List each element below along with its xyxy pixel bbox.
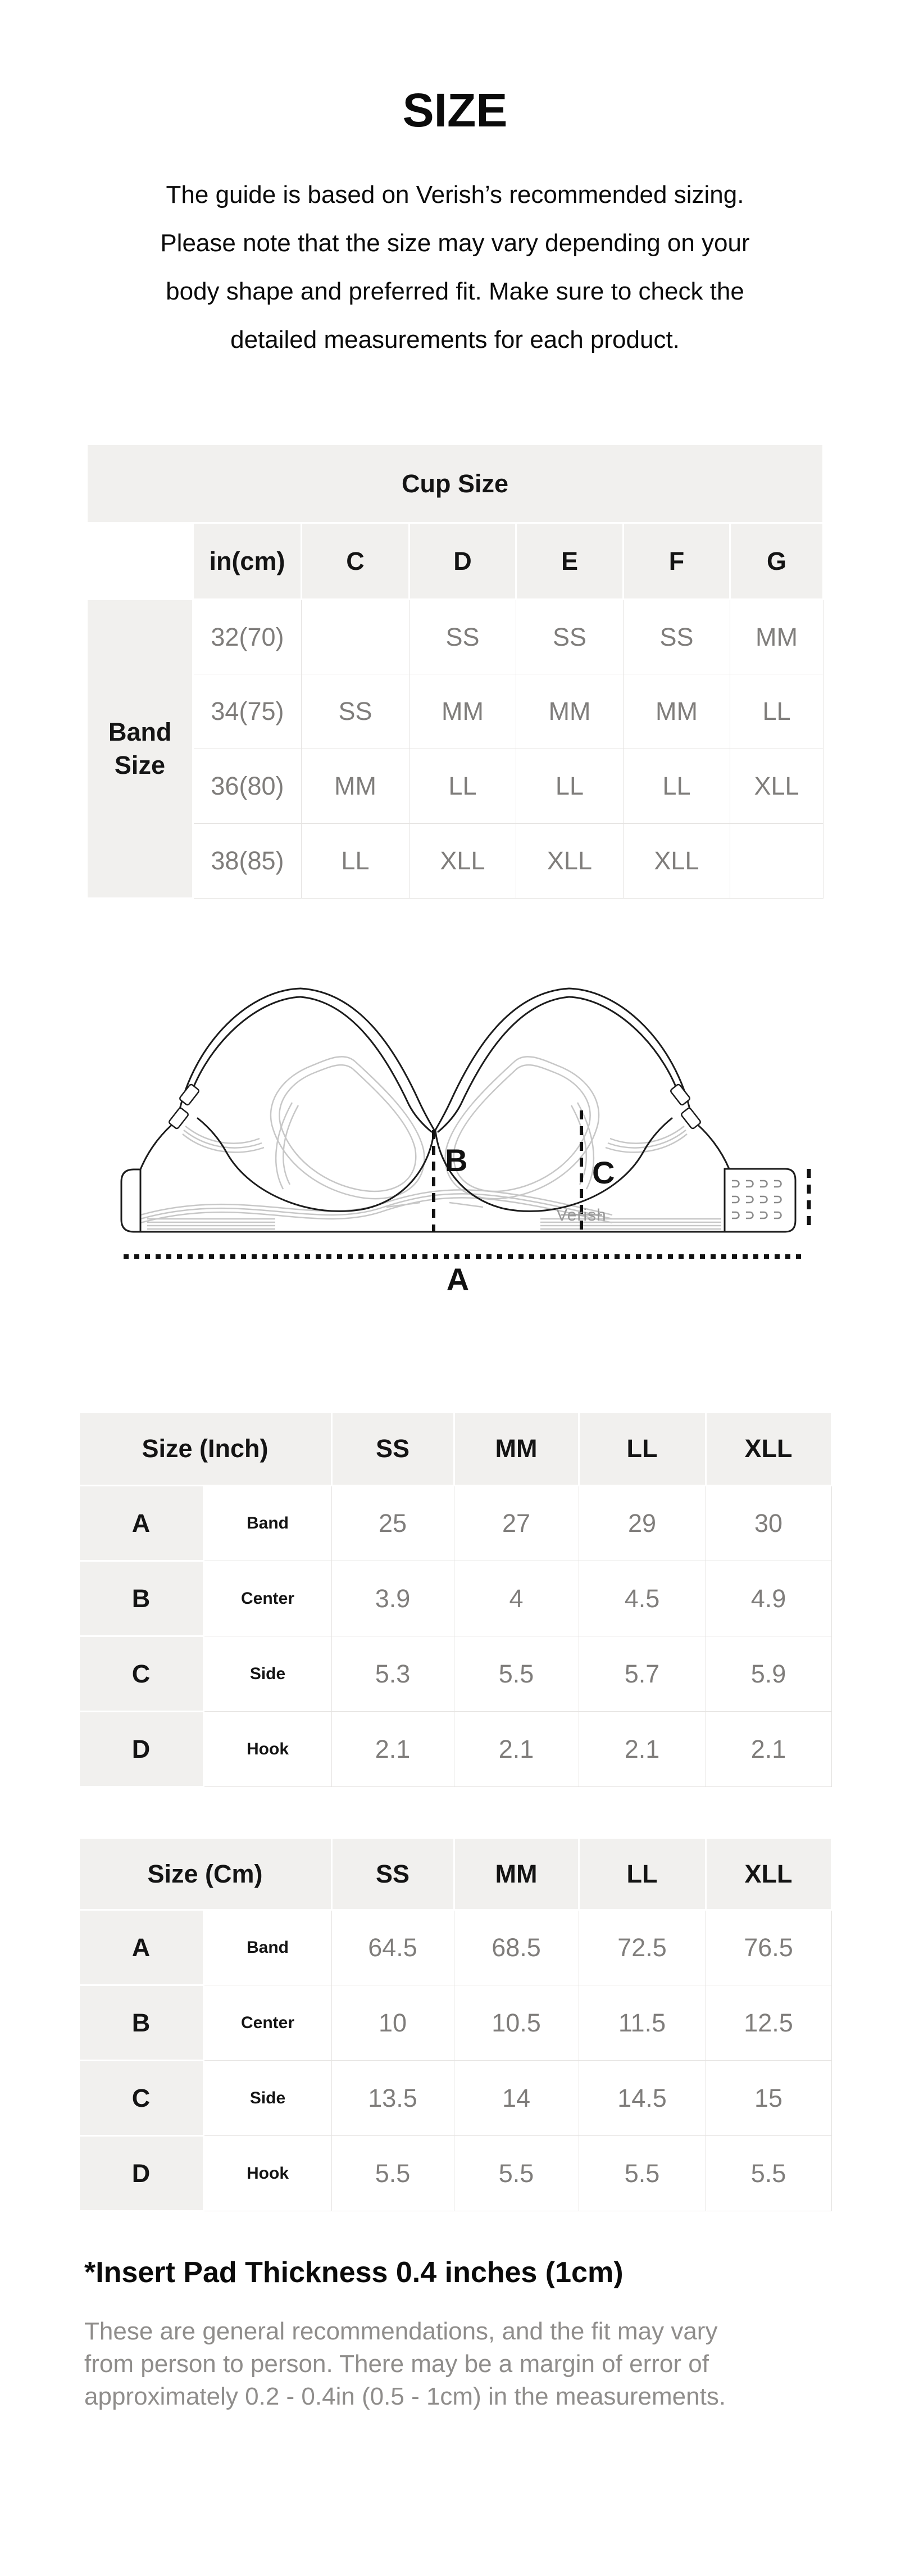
table-cell: XLL <box>409 824 516 899</box>
bra-diagram-icon <box>84 982 826 1296</box>
table-cell: 68.5 <box>454 1910 579 1985</box>
intro-paragraph <box>0 171 910 364</box>
row-label: Band <box>203 1486 331 1561</box>
seam-lines <box>140 1057 721 1230</box>
page-title: SIZE <box>402 84 508 137</box>
row-key: C <box>79 2061 203 2136</box>
disclaimer-line: from person to person. There may be a margin of error of <box>84 2350 709 2378</box>
disclaimer-paragraph <box>84 2315 837 2413</box>
strap-adjuster-icon <box>169 1084 702 1130</box>
cup-col-header: F <box>623 523 730 600</box>
table-cell: 5.7 <box>579 1636 706 1712</box>
size-col-header: MM <box>454 1412 579 1486</box>
table-cell: 30 <box>706 1486 831 1561</box>
table-cell: 27 <box>454 1486 579 1561</box>
size-cm-table <box>78 1837 832 2212</box>
cup-col-header: E <box>516 523 623 600</box>
intro-line: body shape and preferred fit. Make sure to check the <box>166 278 744 306</box>
row-label: Band <box>203 1910 331 1985</box>
table-cell: 4.5 <box>579 1561 706 1636</box>
bra-outline <box>121 988 795 1232</box>
table-cell: 2.1 <box>706 1712 831 1787</box>
table-cell: 10.5 <box>454 1985 579 2061</box>
insert-pad-footnote: *Insert Pad Thickness 0.4 inches (1cm) <box>84 2256 624 2289</box>
size-inch-table <box>78 1411 832 1788</box>
band-size-header: Band Size <box>87 600 193 899</box>
cup-col-header: G <box>730 523 823 600</box>
table-cell: MM <box>301 749 409 824</box>
cm-table-title: Size (Cm) <box>79 1838 331 1910</box>
intro-line: detailed measurements for each product. <box>230 326 680 354</box>
size-col-header: SS <box>331 1838 454 1910</box>
table-cell: 5.3 <box>331 1636 454 1712</box>
diagram-label-a: A <box>446 1262 470 1297</box>
row-label: Hook <box>203 1712 331 1787</box>
row-key: D <box>79 1712 203 1787</box>
row-key: A <box>79 1910 203 1985</box>
table-cell: XLL <box>730 749 823 824</box>
table-cell: 2.1 <box>579 1712 706 1787</box>
row-label: Side <box>203 2061 331 2136</box>
table-cell: 5.5 <box>454 2136 579 2211</box>
row-label: Center <box>203 1561 331 1636</box>
row-key: B <box>79 1985 203 2061</box>
row-label: Center <box>203 1985 331 2061</box>
diagram-label-b: B <box>445 1142 468 1178</box>
table-cell <box>730 824 823 899</box>
table-cell: LL <box>409 749 516 824</box>
bra-measurement-diagram <box>84 982 826 1299</box>
table-cell: LL <box>301 824 409 899</box>
inch-table-title: Size (Inch) <box>79 1412 331 1486</box>
table-cell: 2.1 <box>331 1712 454 1787</box>
table-cell: 13.5 <box>331 2061 454 2136</box>
table-cell: 5.5 <box>706 2136 831 2211</box>
table-cell: 15 <box>706 2061 831 2136</box>
table-cell: 5.5 <box>331 2136 454 2211</box>
size-col-header: LL <box>579 1412 706 1486</box>
table-cell: 14.5 <box>579 2061 706 2136</box>
table-cell: 5.9 <box>706 1636 831 1712</box>
table-cell: MM <box>623 674 730 749</box>
table-cell: 5.5 <box>579 2136 706 2211</box>
table-cell: 2.1 <box>454 1712 579 1787</box>
row-label: Side <box>203 1636 331 1712</box>
size-col-header: LL <box>579 1838 706 1910</box>
table-cell: SS <box>623 600 730 674</box>
table-cell: LL <box>623 749 730 824</box>
table-cell: MM <box>409 674 516 749</box>
table-cell: SS <box>516 600 623 674</box>
table-cell: SS <box>409 600 516 674</box>
table-cell: 4.9 <box>706 1561 831 1636</box>
table-cell: 10 <box>331 1985 454 2061</box>
cup-table-title: Cup Size <box>87 445 823 523</box>
row-key: C <box>79 1636 203 1712</box>
table-cell: 4 <box>454 1561 579 1636</box>
table-cell: 72.5 <box>579 1910 706 1985</box>
diagram-label-c: C <box>592 1155 615 1191</box>
disclaimer-line: These are general recommendations, and the fit may vary <box>84 2318 718 2346</box>
corner-header: in(cm) <box>193 523 301 600</box>
cup-size-table <box>86 443 824 899</box>
row-label: Hook <box>203 2136 331 2211</box>
table-cell: 25 <box>331 1486 454 1561</box>
intro-line: The guide is based on Verish’s recommended sizing. <box>166 181 744 209</box>
table-cell: 64.5 <box>331 1910 454 1985</box>
table-cell: SS <box>301 674 409 749</box>
table-cell: 3.9 <box>331 1561 454 1636</box>
table-cell: 76.5 <box>706 1910 831 1985</box>
table-cell <box>301 600 409 674</box>
size-col-header: MM <box>454 1838 579 1910</box>
intro-line: Please note that the size may vary depending on your <box>160 229 750 257</box>
row-key: A <box>79 1486 203 1561</box>
verish-logo: Verish <box>556 1206 607 1225</box>
table-cell: XLL <box>516 824 623 899</box>
disclaimer-line: approximately 0.2 - 0.4in (0.5 - 1cm) in the measurements. <box>84 2383 726 2411</box>
band-row-label: 38(85) <box>193 824 301 899</box>
table-cell: LL <box>516 749 623 824</box>
band-row-label: 34(75) <box>193 674 301 749</box>
row-key: B <box>79 1561 203 1636</box>
band-row-label: 36(80) <box>193 749 301 824</box>
size-col-header: XLL <box>706 1838 831 1910</box>
table-cell: 14 <box>454 2061 579 2136</box>
table-cell: 5.5 <box>454 1636 579 1712</box>
table-cell: XLL <box>623 824 730 899</box>
table-cell: 11.5 <box>579 1985 706 2061</box>
size-col-header: SS <box>331 1412 454 1486</box>
table-cell: 29 <box>579 1486 706 1561</box>
spacer-cell <box>87 523 193 600</box>
table-cell: LL <box>730 674 823 749</box>
table-cell: MM <box>516 674 623 749</box>
row-key: D <box>79 2136 203 2211</box>
size-col-header: XLL <box>706 1412 831 1486</box>
cup-col-header: D <box>409 523 516 600</box>
band-row-label: 32(70) <box>193 600 301 674</box>
cup-col-header: C <box>301 523 409 600</box>
table-cell: 12.5 <box>706 1985 831 2061</box>
table-cell: MM <box>730 600 823 674</box>
